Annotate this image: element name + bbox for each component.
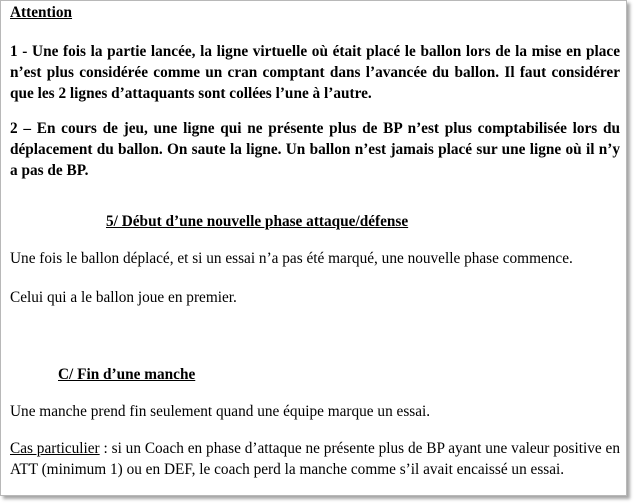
special-case-text: : si un Coach en phase d’attaque ne présente plus de BP ayant une valeur positive en ATT (minimum 1) ou en DEF, le coach perd la manche comme s’il avait encaissé un essai. xyxy=(10,440,620,478)
section-5-paragraph-1: Une fois le ballon déplacé, et si un essai n’a pas été marqué, une nouvelle phase commence. xyxy=(10,250,573,267)
special-case-paragraph xyxy=(10,438,620,480)
special-case-label: Cas particulier xyxy=(10,440,100,457)
section-c-title: C/ Fin d’une manche xyxy=(58,366,196,383)
attention-heading: Attention xyxy=(10,4,73,21)
section-5-title: 5/ Début d’une nouvelle phase attaque/défense xyxy=(106,213,409,230)
section-5-paragraph-2: Celui qui a le ballon joue en premier. xyxy=(10,289,237,306)
point-2-paragraph: 2 – En cours de jeu, une ligne qui ne présente plus de BP n’est plus comptabilisée lors du déplacement du ballon. On saute la ligne. Un ballon n’est jamais placé sur une ligne où il n’y a pas de BP. xyxy=(10,120,620,179)
point-1-paragraph: 1 - Une fois la partie lancée, la ligne virtuelle où était placé le ballon lors de la mise en place n’est plus considérée comme un cran comptant dans l’avancée du ballon. Il faut considérer que les 2 lignes d’attaquants sont collées l’une à l’autre. xyxy=(10,43,620,102)
section-c-paragraph-1: Une manche prend fin seulement quand une équipe marque un essai. xyxy=(10,403,431,420)
